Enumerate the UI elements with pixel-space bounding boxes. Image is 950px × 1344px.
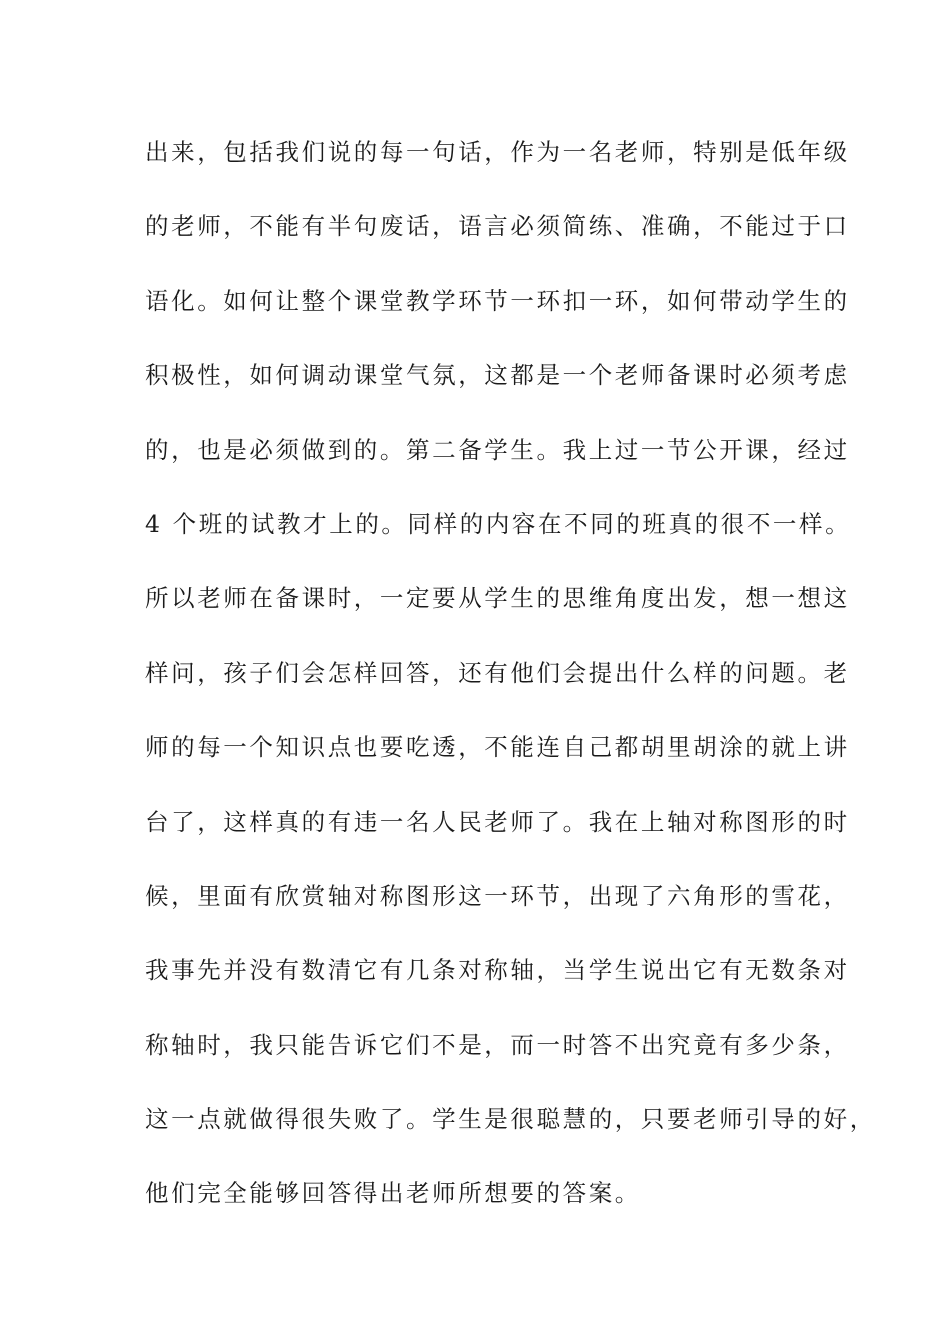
text-line: 的老师，不能有半句废话，语言必须简练、准确，不能过于口: [145, 212, 850, 241]
text-line: 样问，孩子们会怎样回答，还有他们会提出什么样的问题。老: [145, 658, 850, 687]
text-line: 候，里面有欣赏轴对称图形这一环节，出现了六角形的雪花，: [145, 881, 850, 910]
text-line: 4 个班的试教才上的。同样的内容在不同的班真的很不一样。: [145, 509, 852, 538]
text-line: 所以老师在备课时，一定要从学生的思维角度出发，想一想这: [145, 584, 850, 613]
text-line: 我事先并没有数清它有几条对称轴，当学生说出它有无数条对: [145, 956, 850, 985]
text-line: 师的每一个知识点也要吃透，不能连自己都胡里胡涂的就上讲: [145, 733, 850, 762]
text-line: 语化。如何让整个课堂教学环节一环扣一环，如何带动学生的: [145, 286, 850, 315]
text-line: 这一点就做得很失败了。学生是很聪慧的，只要老师引导的好，: [145, 1105, 876, 1134]
text-line: 出来，包括我们说的每一句话，作为一名老师，特别是低年级: [145, 138, 850, 166]
text-line: 积极性，如何调动课堂气氛，这都是一个老师备课时必须考虑: [145, 361, 850, 390]
text-line: 的，也是必须做到的。第二备学生。我上过一节公开课，经过: [145, 435, 850, 464]
text-line: 台了，这样真的有违一名人民老师了。我在上轴对称图形的时: [145, 807, 850, 836]
body-text: [145, 128, 876, 1244]
text-line: 他们完全能够回答得出老师所想要的答案。: [145, 1179, 641, 1208]
text-line: 称轴时，我只能告诉它们不是，而一时答不出究竟有多少条，: [145, 1030, 850, 1059]
